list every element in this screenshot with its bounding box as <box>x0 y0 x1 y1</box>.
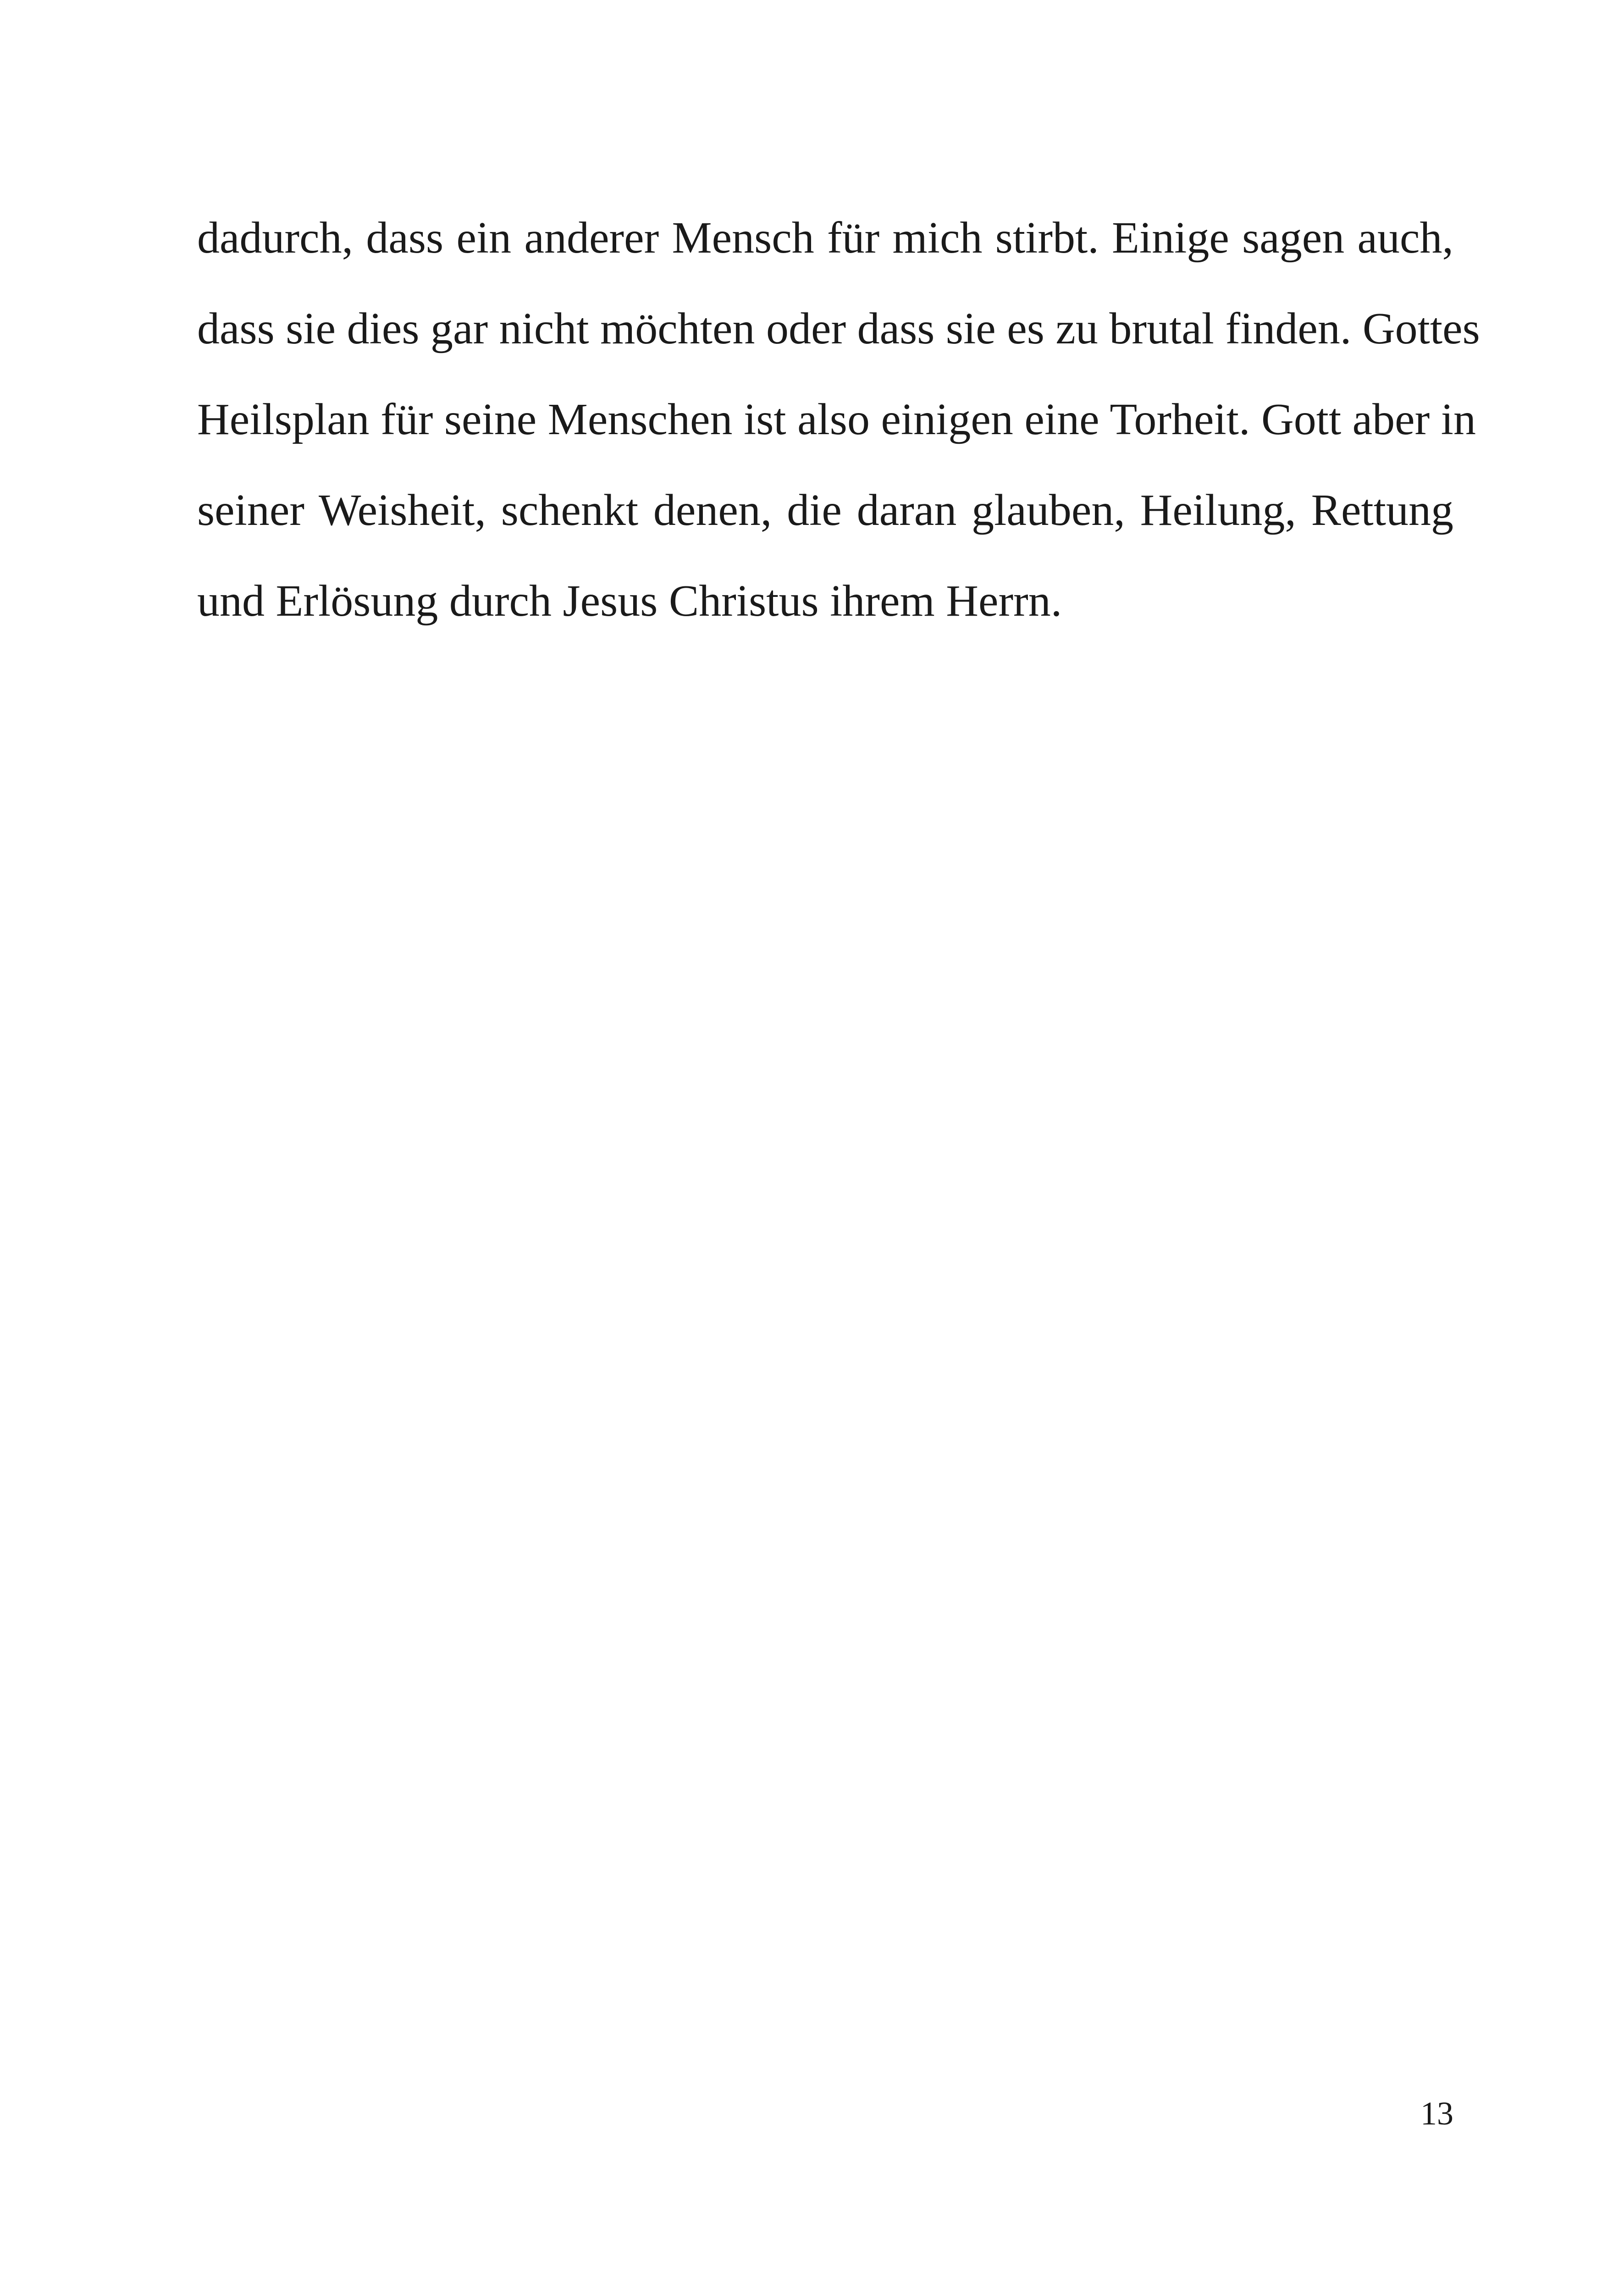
paragraph-line: Heilsplan für seine Menschen ist also einigen eine Torheit. Gott aber in <box>197 395 1476 444</box>
paragraph-line: seiner Weisheit, schenkt denen, die daran glauben, Heilung, Rettung <box>197 485 1453 535</box>
body-paragraph <box>197 193 1480 646</box>
paragraph-line: dass sie dies gar nicht möchten oder dass sie es zu brutal finden. Gottes <box>197 304 1480 353</box>
page-number: 13 <box>1420 2095 1453 2132</box>
paragraph-line: dadurch, dass ein anderer Mensch für mich stirbt. Einige sagen auch, <box>197 213 1453 263</box>
paragraph-line: und Erlösung durch Jesus Christus ihrem Herrn. <box>197 576 1062 626</box>
